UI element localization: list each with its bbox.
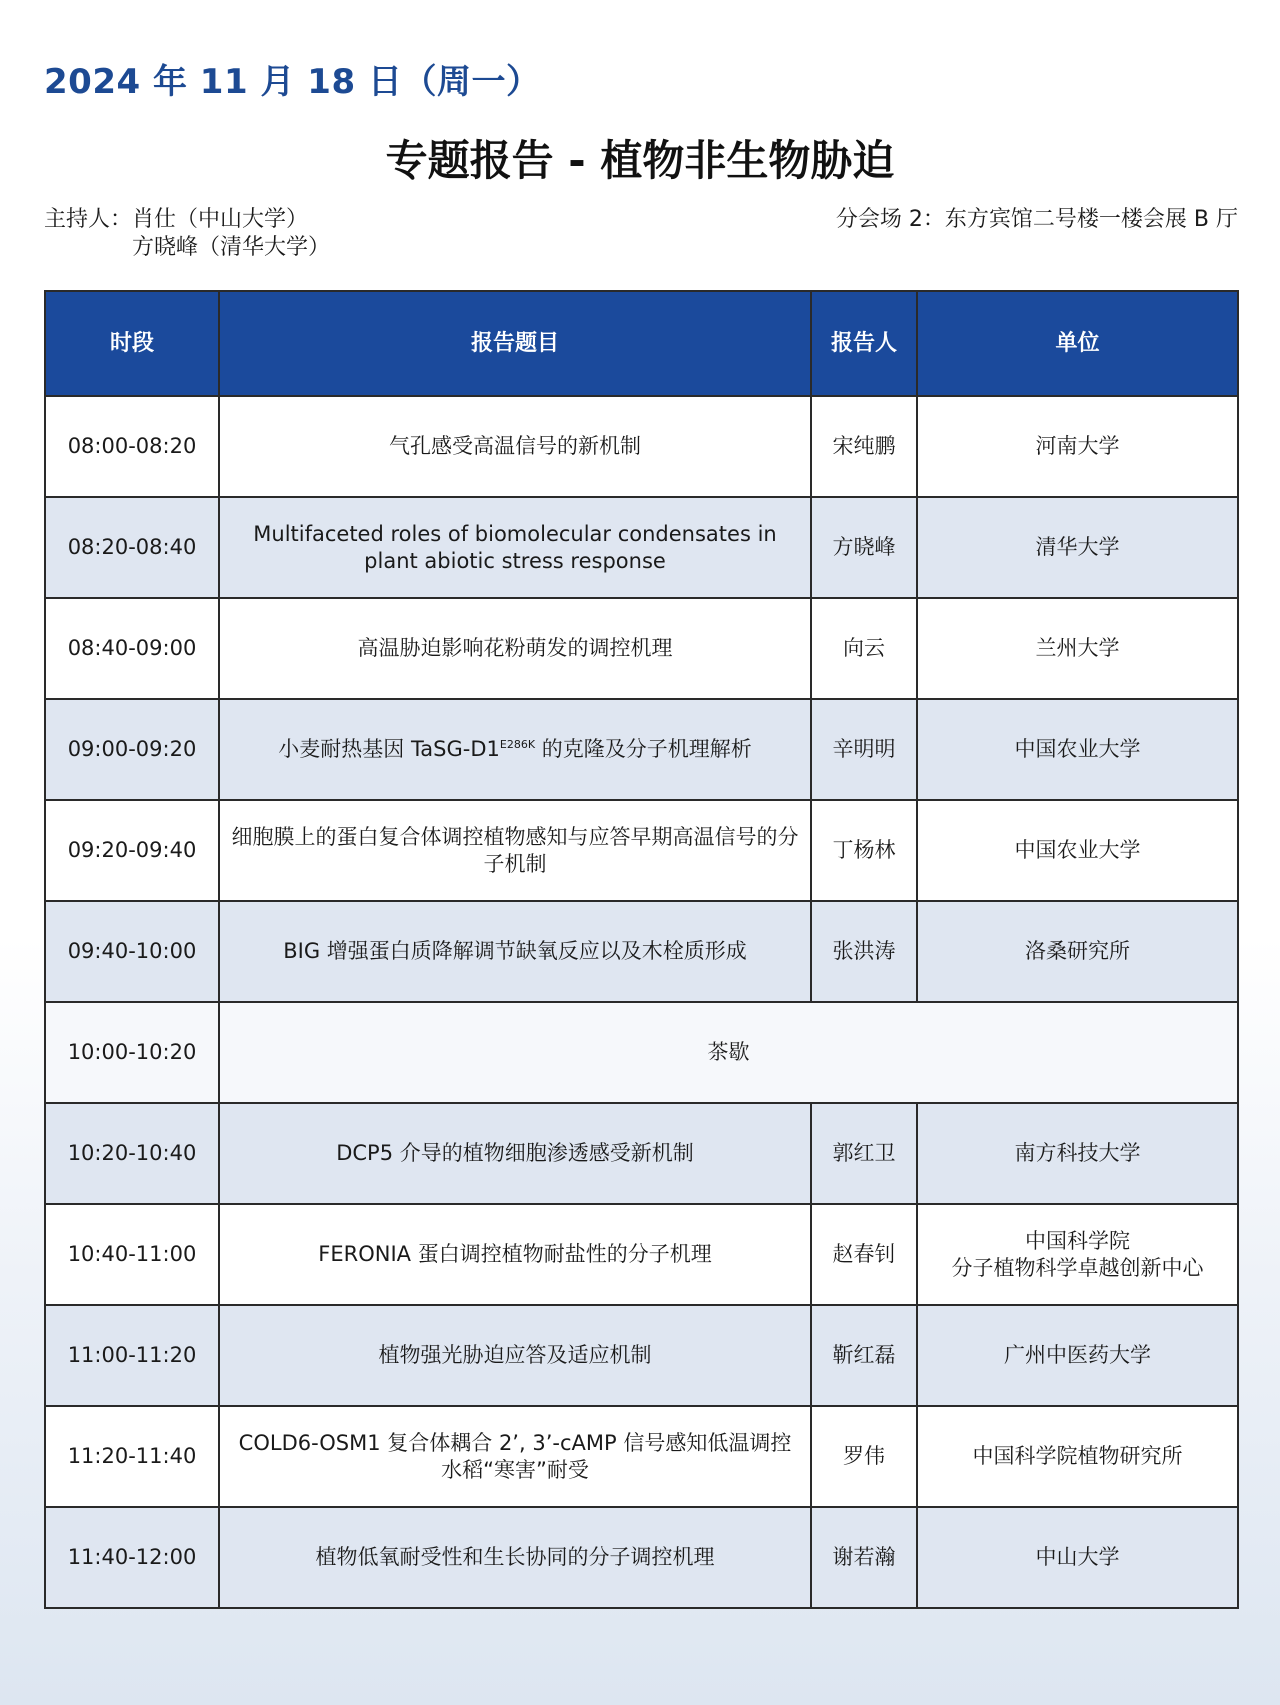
title-cell: COLD6-OSM1 复合体耦合 2’, 3’-cAMP 信号感知低温调控水稻“寒害”耐受 [219,1406,811,1507]
venue-info: 分会场 2：东方宾馆二号楼一楼会展 B 厅 [835,207,1238,232]
table-row [45,901,1238,1002]
time-cell: 10:20-10:40 [45,1103,219,1204]
speaker-cell: 丁杨林 [811,800,917,901]
title-cell: 高温胁迫影响花粉萌发的调控机理 [219,598,811,699]
session-title: 专题报告 - 植物非生物胁迫 [385,136,895,185]
title-cell: 植物低氧耐受性和生长协同的分子调控机理 [219,1507,811,1608]
title-cell: 细胞膜上的蛋白复合体调控植物感知与应答早期高温信号的分子机制 [219,800,811,901]
unit-cell: 南方科技大学 [917,1103,1238,1204]
time-cell: 11:40-12:00 [45,1507,219,1608]
title-cell: DCP5 介导的植物细胞渗透感受新机制 [219,1103,811,1204]
unit-cell [917,1204,1238,1305]
speaker-cell: 向云 [811,598,917,699]
speaker-cell: 宋纯鹏 [811,396,917,497]
title-cell: Multifaceted roles of biomolecular condensates in plant abiotic stress response [219,497,811,598]
time-cell: 09:20-09:40 [45,800,219,901]
column-header-speaker: 报告人 [811,291,917,396]
time-cell: 08:20-08:40 [45,497,219,598]
title-text: 的克隆及分子机理解析 [535,737,752,761]
time-cell: 10:40-11:00 [45,1204,219,1305]
unit-cell: 洛桑研究所 [917,901,1238,1002]
time-cell: 09:40-10:00 [45,901,219,1002]
unit-cell: 中国科学院植物研究所 [917,1406,1238,1507]
table-row [45,497,1238,598]
hosts-block [44,206,330,262]
table-row [45,800,1238,901]
table-row-break [45,1002,1238,1103]
unit-cell: 清华大学 [917,497,1238,598]
table-header-row [45,291,1238,396]
host-list [132,206,330,262]
column-header-unit: 单位 [917,291,1238,396]
column-header-time: 时段 [45,291,219,396]
title-text: 小麦耐热基因 TaSG-D1 [278,737,500,761]
date-title: 2024 年 11 月 18 日（周一） [44,62,541,102]
time-cell: 10:00-10:20 [45,1002,219,1103]
table-row [45,598,1238,699]
unit-line: 中国科学院 [1025,1228,1130,1253]
unit-cell: 广州中医药大学 [917,1305,1238,1406]
speaker-cell: 谢若瀚 [811,1507,917,1608]
unit-line: 分子植物科学卓越创新中心 [951,1255,1204,1280]
title-cell: 气孔感受高温信号的新机制 [219,396,811,497]
break-cell: 茶歇 [219,1002,1238,1103]
host-name: 肖仕（中山大学） [132,207,309,232]
schedule-table [44,290,1239,1609]
table-row [45,1507,1238,1608]
host-label: 主持人： [44,207,133,232]
speaker-cell: 赵春钊 [811,1204,917,1305]
table-row [45,1406,1238,1507]
title-cell: BIG 增强蛋白质降解调节缺氧反应以及木栓质形成 [219,901,811,1002]
time-cell: 08:00-08:20 [45,396,219,497]
title-cell: FERONIA 蛋白调控植物耐盐性的分子机理 [219,1204,811,1305]
table-row [45,1103,1238,1204]
title-cell: 植物强光胁迫应答及适应机制 [219,1305,811,1406]
time-cell: 09:00-09:20 [45,699,219,800]
unit-cell: 中国农业大学 [917,699,1238,800]
table-row [45,396,1238,497]
host-name: 方晓峰（清华大学） [132,235,331,260]
speaker-cell: 张洪涛 [811,901,917,1002]
speaker-cell: 方晓峰 [811,497,917,598]
table-row [45,1204,1238,1305]
title-superscript: E286K [499,738,536,751]
speaker-cell: 辛明明 [811,699,917,800]
speaker-cell: 郭红卫 [811,1103,917,1204]
title-cell [219,699,811,800]
time-cell: 11:00-11:20 [45,1305,219,1406]
table-row [45,1305,1238,1406]
time-cell: 08:40-09:00 [45,598,219,699]
speaker-cell: 罗伟 [811,1406,917,1507]
unit-cell: 中国农业大学 [917,800,1238,901]
unit-cell: 中山大学 [917,1507,1238,1608]
unit-cell: 兰州大学 [917,598,1238,699]
column-header-title: 报告题目 [219,291,811,396]
speaker-cell: 靳红磊 [811,1305,917,1406]
unit-cell: 河南大学 [917,396,1238,497]
time-cell: 11:20-11:40 [45,1406,219,1507]
table-row [45,699,1238,800]
